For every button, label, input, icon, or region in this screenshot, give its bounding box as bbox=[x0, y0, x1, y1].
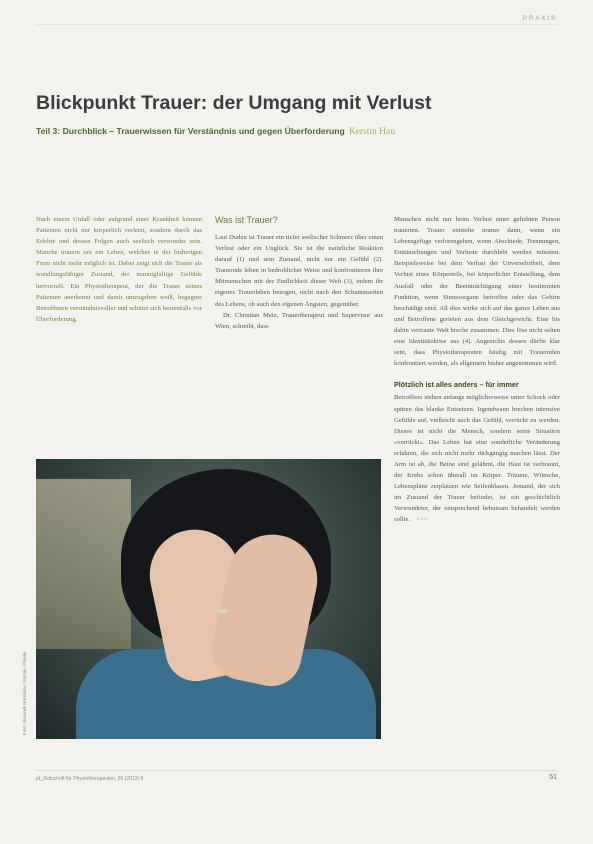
section-tag: PRAXIS bbox=[522, 16, 557, 22]
section-heading-ploetzlich: Plötzlich ist alles anders – für immer bbox=[394, 380, 519, 390]
subtitle-text: Teil 3: Durchblick – Trauerwissen für Verständnis und gegen Überforderung bbox=[36, 126, 345, 136]
article-title: Blickpunkt Trauer: der Umgang mit Verlust bbox=[36, 92, 432, 114]
body-paragraph: Dr. Christian Metz, Trauertherapeut und Supervisor aus Wien, schreibt, dass bbox=[215, 311, 383, 330]
footer-rule bbox=[36, 770, 557, 771]
body-paragraph bbox=[394, 392, 560, 525]
lead-column bbox=[36, 214, 202, 325]
body-paragraph: Menschen nicht nur beim Verlust einer geliebten Person trauerten. Trauer entstehe immer dann, wenn ein Lebensgefüge verlorengehen, wenn Abschiede, Trennungen, Enttäuschungen und Verluste durchlebt werden müssten. Beispielsweise bei dem Verlust der Unversehrtheit, dem Verlust eines Körperteils, bei körperlicher Entstellung, dem Ausfall oder der Beeinträchtigung einer bestimmten Funktion, wenn Sinnesorgane betroffen oder das Gehirn beschädigt sind. All dies wirke sich auf das ganze Leben aus und Betroffene gerieten aus dem Gleichgewicht. Eine bis dahin vertraute Welt breche zusammen. Dies löse nicht selten eine Identitätskrise aus (4). Angesichts dessen dürfte klar sein, dass Physiotherapeuten häufig mit Trauernden konfrontiert werden, als allgemein bisher angenommen wird. bbox=[394, 216, 560, 368]
body-text: Betroffene stehen anfangs möglicherweise unter Schock oder spüren das blanke Entsetzen. Irgendwann brechen intensive Gefühle auf, vielleicht auch das Gefühl, verrückt zu werden. Dieses ist nicht die Mensch, sondern seine Situation »verrückt«. Das Leben hat eine sonderliche Veränderung erfahren, die sich nicht mehr rückgängig machen lässt. Der Arm ist ab, die Beine sind gelähmt, die Haut ist verbrannt, der Krebs schon überall im Körper. Träume, Wünsche, Lebenspläne zerplatzen wie Seifenblasen. Jemand, der sich im Zustand der Trauer befindet, ist ein geschichtlich Verwundeter, der entsprechend behutsam behandelt werden sollte. bbox=[394, 394, 560, 524]
photo-background-window bbox=[36, 479, 131, 649]
page-number: 51 bbox=[549, 774, 557, 781]
continue-marker: >>> bbox=[416, 516, 428, 524]
header-rule bbox=[36, 24, 557, 25]
article-subtitle bbox=[36, 126, 576, 137]
middle-column bbox=[215, 214, 383, 332]
photo-ring bbox=[217, 609, 227, 613]
photo-credit: Foto: Alexandr Ermolaev / Fotolia / Pixelio bbox=[22, 651, 27, 735]
footer-citation: pt_Zeitschrift für Physiotherapeuten_65 (2013) 8 bbox=[36, 776, 144, 782]
body-paragraph: Laut Duden ist Trauer ein tiefer seelischer Schmerz über einen Verlust oder ein Unglück. Sie ist die natürliche Reaktion darauf (1) und sein Zustand, nicht nur ein Gefühl (2). Trauernde leben in bedrohlicher Weise und konfrontieren ihre Mitmenschen mit der Endlichkeit dieser Welt (3), indem ihr eigenes Trauerleben bezogen, nicht nach den Schattenseiten des Lebens, ob auch den eigenen Ängsten, gegenüber. bbox=[215, 234, 383, 308]
section-heading-was-ist-trauer: Was ist Trauer? bbox=[215, 215, 278, 225]
lead-paragraph: Nach einem Unfall oder aufgrund einer Krankheit können Patienten nicht nur körperlich verletzt, sondern durch das Erlebte und dessen Folgen auch seelisch verwundet sein. Manche trauern um ein Leben, welches in der bisherigen Form nicht mehr möglich ist. Dabei zeigt sich die Trauer als wandlungsfähiger Zustand, der mannigfaltige Gefühle hervorruft. Ein Physiotherapeut, der die Trauer seines Patienten anerkennt und damit umzugehen weiß, begegnet Betroffenen verständnisvoller und schützt sich bestenfalls vor Überforderung. bbox=[36, 216, 202, 323]
author-name: Kerstin Hau bbox=[348, 127, 395, 137]
grieving-woman-photo bbox=[36, 459, 381, 739]
right-column bbox=[394, 214, 560, 526]
